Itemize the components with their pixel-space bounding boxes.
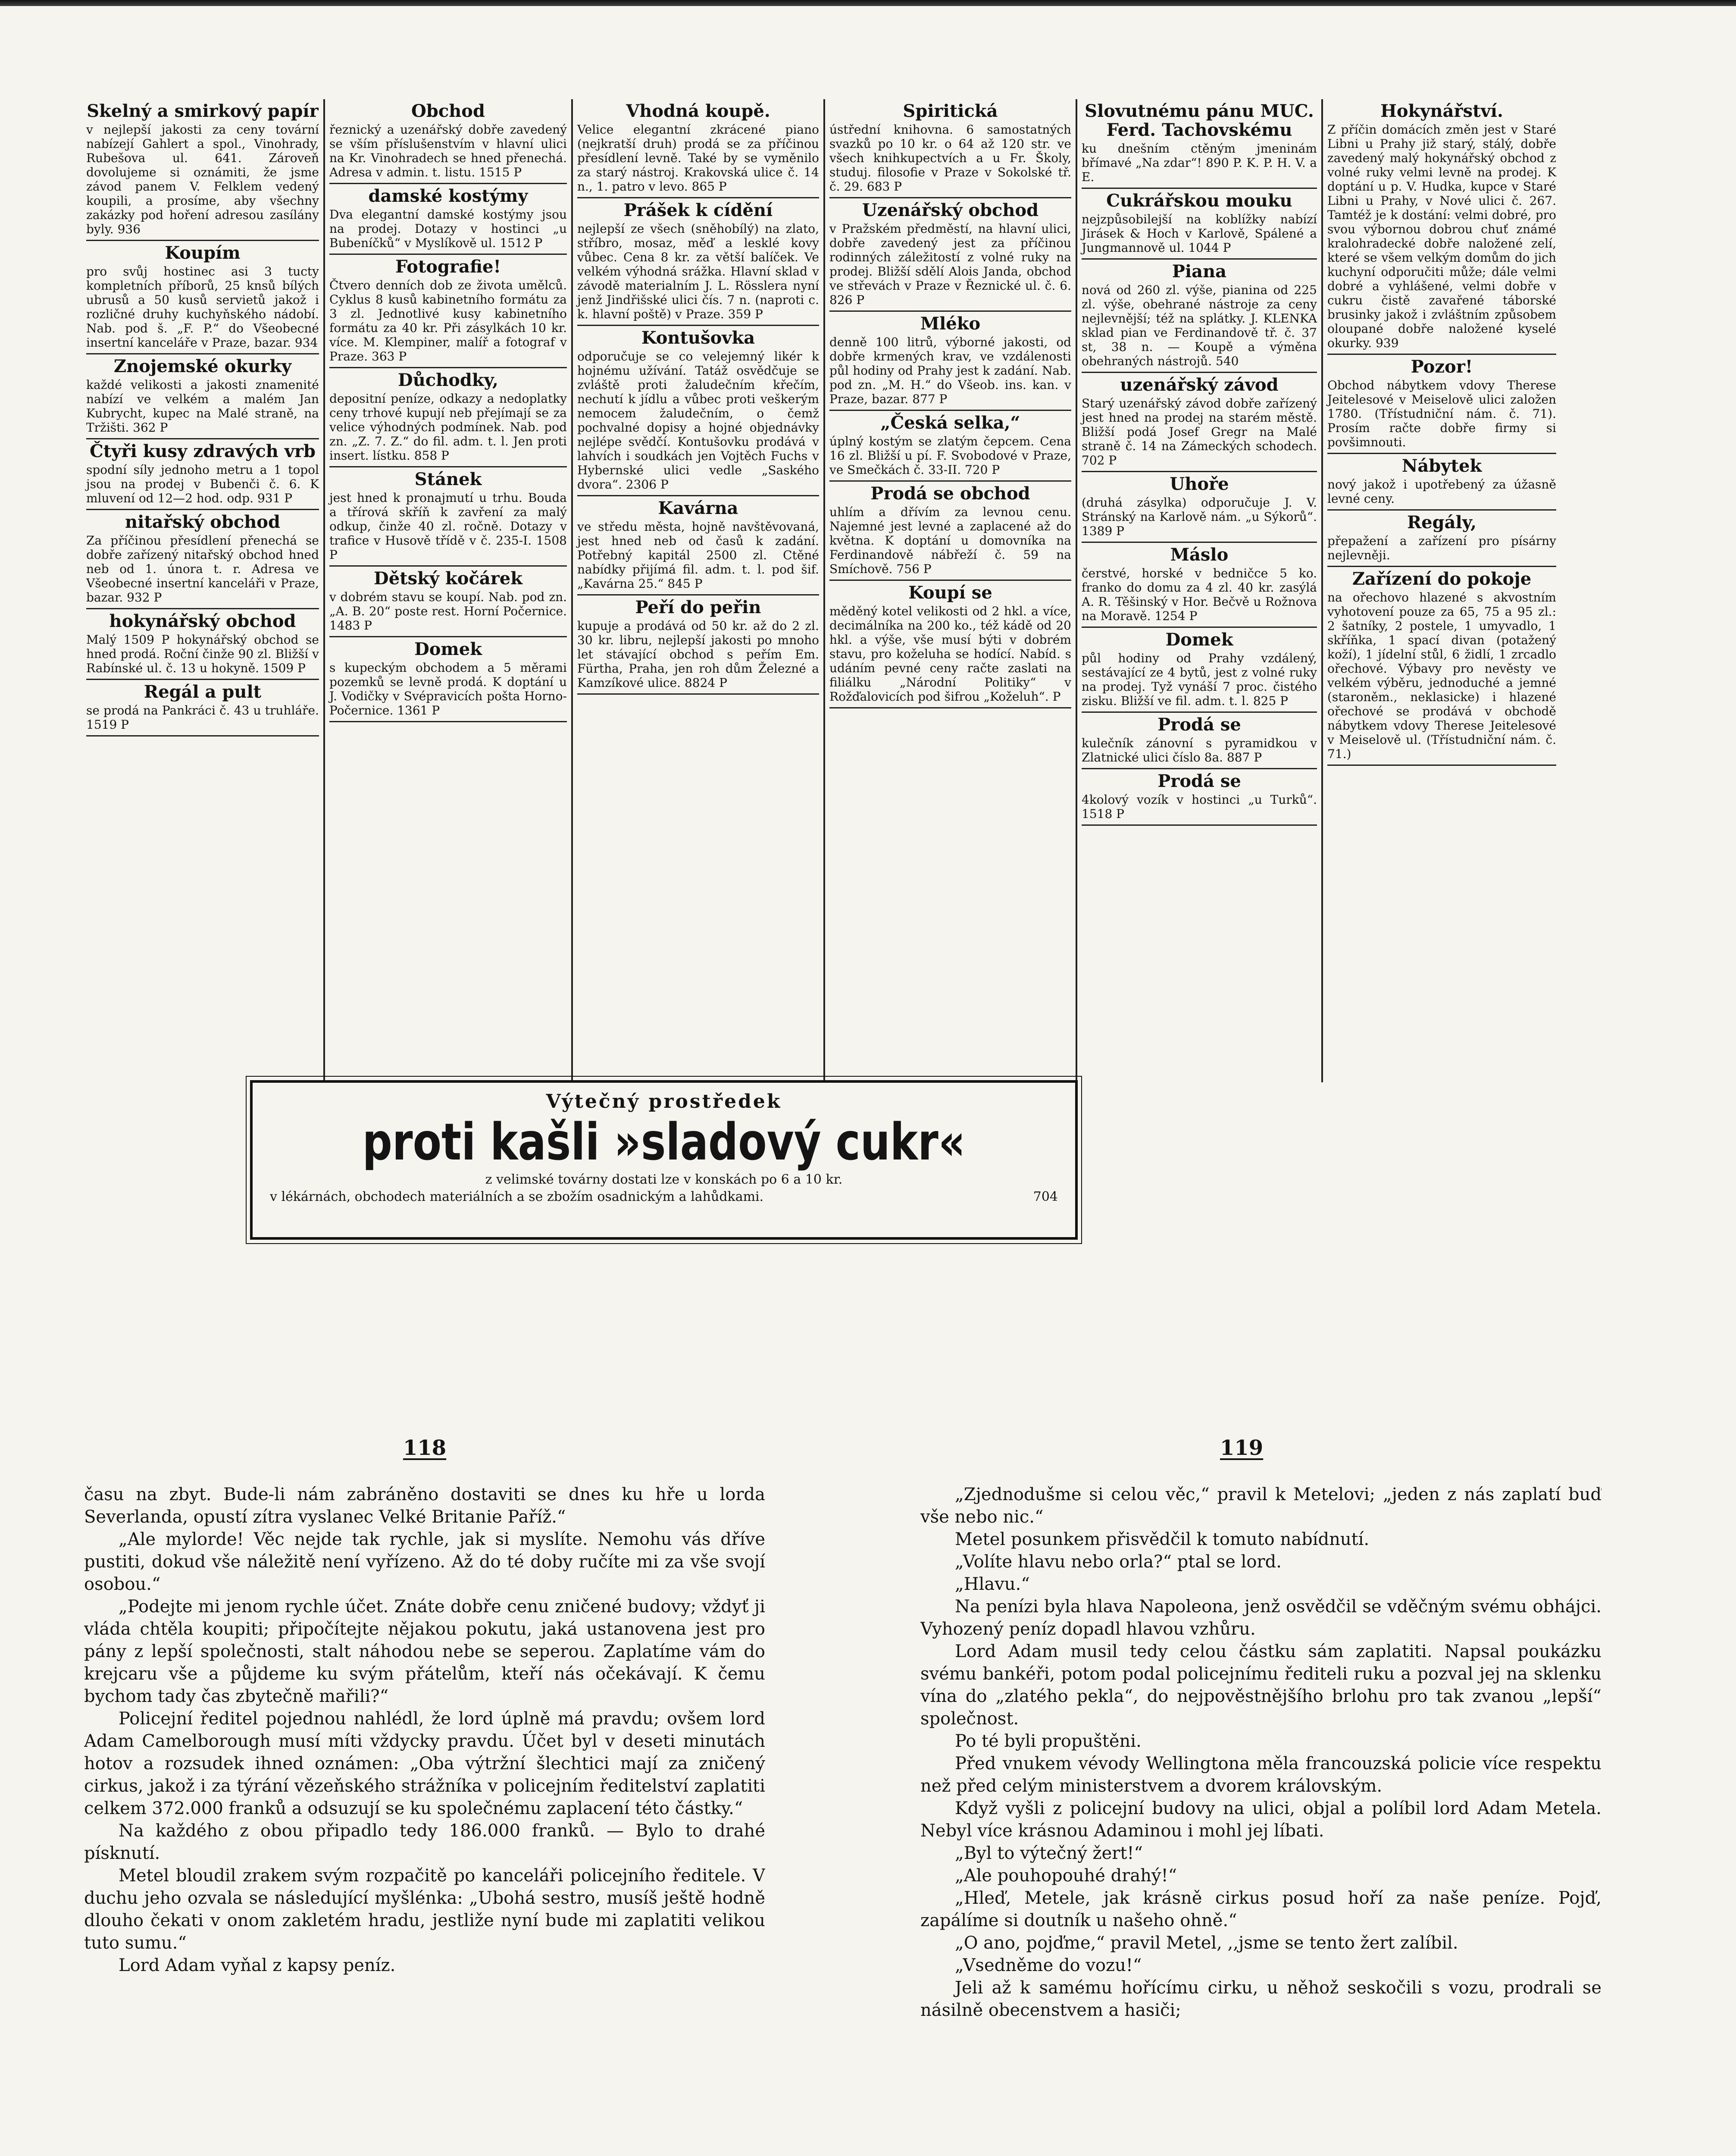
ad-heading: Vhodná koupě.	[626, 101, 770, 121]
ad-heading: Prodá se	[1157, 771, 1241, 791]
ad	[329, 637, 567, 722]
ad-heading: Uzenářský obchod	[862, 200, 1039, 220]
left-page-text	[84, 1483, 765, 2152]
ad	[329, 368, 567, 467]
paragraph: Po té byli propuštěni.	[955, 1731, 1142, 1751]
ad	[86, 510, 319, 609]
ad-heading: Fotografie!	[395, 257, 501, 277]
paragraph: „Hleď, Metele, jak krásně cirkus posud hoří za naše peníze. Pojď, zapálíme si doutník u našeho ohně.“	[920, 1888, 1601, 1930]
paragraph: Na každého z obou připadlo tedy 186.000 franků. — Bylo to drahé písknutí.	[84, 1821, 765, 1863]
ad-text: se prodá na Pankráci č. 43 u truhláře. 1519 P	[86, 703, 319, 732]
ad-text: Obchod nábytkem vdovy Therese Jeitelesové v Meiselově ulici založen 1780. (Třístudniční nám. č. 71). Prosím račte dobře firmy si povšimnouti.	[1327, 378, 1556, 449]
ad-heading: Cukrářskou mouku	[1106, 191, 1292, 211]
ad	[577, 326, 819, 496]
ad-heading: Domek	[1165, 630, 1233, 650]
ad	[829, 99, 1071, 198]
ad-text: Velice elegantní zkrácené piano (nejkratší druh) prodá se za příčinou přesídlení levně. Také by se vyměnilo za starý nástroj. Krakovská ulice č. 14 n., 1. patro v levo. 865 P	[577, 122, 819, 194]
ad	[1327, 355, 1556, 454]
ad	[1082, 472, 1317, 543]
page-number-right: 119	[1220, 1436, 1264, 1460]
ad	[577, 198, 819, 326]
ad-heading: Důchodky,	[398, 370, 498, 390]
ad	[329, 467, 567, 567]
paragraph: Metel bloudil zrakem svým rozpačitě po kanceláři policejního ředitele. V duchu jeho ozvala se následující myšlénka: „Ubohá sestro, musíš ještě hodně dlouho čekati v onom zakletém hradu, jestliže nyní bude mi zaplatiti velikou tuto sumu.“	[84, 1866, 765, 1953]
ad-heading: Skelný a smirkový papír	[87, 101, 319, 121]
ad	[1082, 189, 1317, 260]
ad	[86, 241, 319, 354]
ad-heading: Znojemské okurky	[113, 356, 292, 376]
paragraph: „Zjednodušme si celou věc,“ pravil k Metelovi; „jeden z nás zaplatí buď vše nebo nic.“	[920, 1485, 1601, 1527]
ad	[829, 198, 1071, 312]
ad-column-5	[1076, 99, 1321, 1082]
ad-text: spodní síly jednoho metru a 1 topol jsou na prodej v Bubenči č. 6. K mluvení od 12—2 hod. odp. 931 P	[86, 463, 319, 505]
ad-heading: Regál a pult	[144, 682, 262, 702]
ad-column-4	[823, 99, 1076, 1082]
ad-heading: Stánek	[414, 469, 482, 489]
ad-text: nový jakož i upotřebený za úžasně levné ceny.	[1327, 477, 1556, 506]
page-top-rule	[0, 0, 1736, 6]
ad-heading: Koupím	[165, 243, 241, 263]
ad-text: čerstvé, horské v bedničce 5 ko. franko do domu za 4 zl. 40 kr. zasýlá A. R. Těšinský v Hor. Bečvě u Rožnova na Moravě. 1254 P	[1082, 566, 1317, 623]
paragraph: „Hlavu.“	[955, 1574, 1030, 1594]
ad-text: jest hned k pronajmutí u trhu. Bouda a třírová skříň k zavření za malý odkup, činže 40 zl. ročně. Dotazy v trafice v Husově třídě v č. 235-I. 1508 P	[329, 491, 567, 562]
ad-text: úplný kostým se zlatým čepcem. Cena 16 zl. Bližší u pí. F. Svobodové v Praze, ve Smečkách č. 33-II. 720 P	[829, 434, 1071, 477]
ad-heading: Peří do peřin	[635, 597, 761, 617]
ad-heading: Pozor!	[1411, 357, 1473, 377]
ad-text: pro svůj hostinec asi 3 tucty kompletních příborů, 25 knsů bílých ubrusů a 50 kusů servietů jakož i rozličné druhy kuchyňského nádobí. Nab. pod š. „F. P.“ do Všeobecné insertní kanceláře v Praze, bazar. 934	[86, 264, 319, 350]
ad	[86, 354, 319, 439]
ad-text: v nejlepší jakosti za ceny tovární nabízejí Gahlert a spol., Vinohrady, Rubešova ul. 641. Zároveň dovolujeme si oznámiti, že jsme závod panem V. Felklem vedený koupili, a prosíme, aby všechny zakázky pod hoření adresou zasílány byly. 936	[86, 122, 319, 236]
ad-text: Malý 1509 P hokynářský obchod se hned prodá. Roční činže 90 zl. Bližší v Rabínské ul. č. 13 u hokyně. 1509 P	[86, 633, 319, 675]
ad-heading: Kontušovka	[641, 328, 755, 348]
ad-text: nejzpůsobilejší na koblížky nabízí Jirásek & Hoch v Karlově, Spálené a Jungmannově ul. 1044 P	[1082, 212, 1317, 255]
ad-heading: nitařský obchod	[125, 512, 280, 532]
ad	[1082, 260, 1317, 373]
ad	[1082, 99, 1317, 189]
ad	[1082, 769, 1317, 826]
ad	[1082, 713, 1317, 769]
paragraph: Jeli až k samému hořícímu cirku, u něhož seskočili s vozu, prodrali se násilně obecenstvem a hasiči;	[920, 1978, 1601, 2020]
ad-heading: Mléko	[920, 313, 981, 334]
ad	[1327, 567, 1556, 766]
ad-heading: Zařízení do pokoje	[1352, 569, 1532, 589]
ad	[1082, 373, 1317, 472]
ad-text: (druhá zásylka) odporučuje J. V. Stránský na Karlově nám. „u Sýkorů“. 1389 P	[1082, 495, 1317, 538]
ad-heading: Regály,	[1407, 512, 1477, 533]
ad-heading: Prodá se obchod	[870, 483, 1030, 504]
ad-text: měděný kotel velikosti od 2 hkl. a více, decimálníka na 200 ko., též kádě od 20 hkl. a výše, vše musí býti v dobrém stavu, pro koželuha se hodící. Nabíd. s udáním pevné ceny račte zaslati na filiálku „Národní Politiky“ v Rožďalovicích pod šifrou „Koželuh“. P	[829, 604, 1071, 704]
ad-footer-text: v lékárnách, obchodech materiálních a se zbožím osadnickým a lahůdkami.	[270, 1189, 764, 1204]
ad-heading: Čtyři kusy zdravých vrb	[89, 441, 316, 461]
paragraph: „Ale pouhopouhé drahý!“	[955, 1866, 1177, 1886]
ad	[829, 312, 1071, 411]
ad	[829, 411, 1071, 482]
ad-text: na ořechovo hlazené s akvostním vyhotovení pouze za 65, 75 a 95 zl.: 2 šatníky, 2 postele, 1 umyvadlo, 1 skříňka, 1 spací divan (potažený koží), 1 jídelní stůl, 6 židlí, 1 zrcadlo ořechové. Výbavy pro nevěsty ve velkém výběru, jednoduché a jemné (staroněm., neklasicke) i hlazené ořechové se prodává v obchodě nábytkem vdovy Therese Jeitelesové v Meiselově ul. (Třístudniční nám. č. 71.)	[1327, 590, 1556, 761]
paragraph: „Ale mylorde! Věc nejde tak rychle, jak si myslíte. Nemohu vás dříve pustiti, dokud vše náležitě není vyřízeno. Až do té doby ručíte mi za vše svojí osobou.“	[84, 1529, 765, 1594]
ad-text: nová od 260 zl. výše, pianina od 225 zl. výše, obehrané nástroje za ceny nejlevnější; též na splátky. J. KLENKA sklad pian ve Ferdinandově tř. č. 37 st, 38 n. — Koupě a výměna obehraných nástrojů. 540	[1082, 283, 1317, 368]
paragraph: Lord Adam musil tedy celou částku sám zaplatiti. Napsal poukázku svému bankéři, potom podal policejnímu řediteli ruku a pozval jej na sklenku vína do „zlatého pekla“, do nejpověstnějšího brlohu pro tak zvanou „lepší“ společnost.	[920, 1642, 1601, 1729]
ad-text: depositní peníze, odkazy a nedoplatky ceny trhové kupují neb přejímají se za velice výhodných podmínek. Nab. pod zn. „Z. 7. Z.“ do fil. adm. t. l. Jen proti insert. lístku. 858 P	[329, 392, 567, 463]
ad-text: 4kolový vozík v hostinci „u Turků“. 1518 P	[1082, 793, 1317, 821]
paragraph: „O ano, pojďme,“ pravil Metel, ,,jsme se tento žert zalíbil.	[955, 1933, 1458, 1953]
ad-heading: Slovutnému pánu MUC. Ferd. Tachovskému	[1085, 101, 1314, 140]
ad-code: 704	[1033, 1189, 1058, 1204]
ad	[1327, 454, 1556, 511]
right-page-text	[920, 1483, 1601, 2152]
ad	[329, 255, 567, 368]
ad	[86, 439, 319, 510]
ad	[829, 581, 1071, 708]
ad-column-3	[571, 99, 823, 1082]
ad-text: uhlím a dřívím za levnou cenu. Najemné jest levné a zaplacené až do května. K doptání u domovníka na Ferdinandově nábřeží č. 59 na Smíchově. 756 P	[829, 505, 1071, 576]
ad	[329, 99, 567, 184]
ad	[577, 496, 819, 595]
paragraph: „Vsedněme do vozu!“	[955, 1955, 1142, 1975]
ad-kicker: Výtečný prostředek	[546, 1091, 782, 1112]
ad	[1082, 543, 1317, 628]
ad-text: kulečník zánovní s pyramidkou v Zlatnické ulici číslo 8a. 887 P	[1082, 736, 1317, 765]
ad-text: v dobrém stavu se koupí. Nab. pod zn. „A. B. 20“ poste rest. Horní Počernice. 1483 P	[329, 590, 567, 633]
paragraph: Když vyšli z policejní budovy na ulici, objal a políbil lord Adam Metela. Nebyl více krásnou Adaminou i mohl jej líbati.	[920, 1799, 1601, 1841]
paragraph: Policejní ředitel pojednou nahlédl, že lord úplně má pravdu; ovšem lord Adam Camelborough musí míti vždycky pravdu. Účet byl v deseti minutách hotov a rozsudek ihned oznámen: „Oba výtržní šlechtici mají za zničený cirkus, jakož i za týrání vězeňského strážníka v policejním ředitelství zaplatiti celkem 372.000 franků a odsuzují se ku společnému zaplacení této částky.“	[84, 1709, 765, 1818]
ad-text: nejlepší ze všech (sněhobílý) na zlato, stříbro, mosaz, měď a lesklé kovy vůbec. Cena 8 kr. za větší balíček. Ve velkém výhodná srážka. Hlavní sklad v závodě materialním J. L. Rösslera nyní jenž Jindřišské ulici čís. 7 n. (naproti c. k. hlavní poště) v Praze. 359 P	[577, 222, 819, 321]
ad-heading: Prodá se	[1157, 714, 1241, 735]
ad-text: denně 100 litrů, výborné jakosti, od dobře krmených krav, ve vzdálenosti půl hodiny od Prahy jest k zadání. Nab. pod zn. „M. H.“ do Všeob. ins. kan. v Praze, bazar. 877 P	[829, 335, 1071, 406]
page-number-left: 118	[403, 1436, 447, 1460]
ad	[329, 567, 567, 637]
ad-text: Dva elegantní damské kostýmy jsou na prodej. Dotazy v hostinci „u Bubeníčků“ v Myslíkově ul. 1512 P	[329, 207, 567, 250]
ad	[86, 680, 319, 736]
ad-heading: Hokynářství.	[1380, 101, 1503, 121]
ad	[577, 595, 819, 695]
ad	[329, 184, 567, 255]
paragraph: „Volíte hlavu nebo orla?“ ptal se lord.	[955, 1552, 1282, 1572]
ad-text: Čtvero denních dob ze života umělců. Cyklus 8 kusů kabinetního formátu za 3 zl. Jednotlivé kusy kabinetního formátu za 40 kr. Při zásylkách 10 kr. více. M. Klempiner, malíř a fotograf v Praze. 363 P	[329, 278, 567, 364]
classified-ads-grid	[82, 99, 1561, 1082]
ad-text: v Pražském předměstí, na hlavní ulici, dobře zavedený jest za příčinou rodinných záležitostí z volné ruky na prodej. Bližší sdělí Alois Janda, obchod ve střevách v Praze v Řeznické ul. č. 6. 826 P	[829, 222, 1071, 307]
ad-text: Z příčin domácích změn jest v Staré Libni u Prahy již starý, stálý, dobře zavedený malý hokynářský obchod z volné ruky velmi levně na prodej. K doptání u p. V. Hudka, kupce v Staré Libni u Prahy, v Nové ulici č. 267. Tamtéž je k dostání: velmi dobré, pro svou výbornou dobrou chuť známé kralohradecké dobře naložené zelí, které se všem velkým domům do jich kuchyní odporučiti může; dále velmi dobré a vyhlášené, velmi dobře v cukru čistě zavařené táborské brusinky jakož i zvláštním způsobem oloupané dobře naložené kyselé okurky. 939	[1327, 122, 1556, 350]
ad-heading: Máslo	[1170, 545, 1229, 565]
ad-heading: damské kostýmy	[368, 186, 528, 206]
ad-heading: Prášek k cídění	[623, 200, 773, 220]
ad	[829, 482, 1071, 581]
ad-heading: Nábytek	[1401, 456, 1482, 476]
ad-text: s kupeckým obchodem a 5 měrami pozemků se levně prodá. K doptání u J. Vodičky v Svépravicích pošta Horno-Počernice. 1361 P	[329, 661, 567, 718]
cough-remedy-advertisement	[250, 1080, 1078, 1240]
ad-headline: proti kašli »sladový cukr«	[362, 1112, 966, 1172]
ad-subline: z velimské továrny dostati lze v konskách po 6 a 10 kr.	[485, 1172, 843, 1187]
ad-column-6	[1321, 99, 1561, 1082]
ad-heading: Obchod	[411, 101, 485, 121]
ad-heading: Domek	[414, 639, 482, 659]
ad	[1327, 99, 1556, 355]
ad-heading: Spiritická	[903, 101, 998, 121]
ad-text: ve středu města, hojně navštěvovaná, jest hned neb od časů k zadání. Potřebný kapitál 2500 zl. Ctěné nabídky přijímá fil. adm. t. l. pod šif. „Kavárna 25.“ 845 P	[577, 520, 819, 591]
ad-footer	[270, 1188, 1058, 1206]
ad-text: odporučuje se co velejemný likér k hojnému užívání. Tatáž osvědčuje se zvláště proti žaludečním křečím, nechutí k jídlu a vůbec proti veškerým nemocem žaludečním, o čemž pochvalné dopisy a hojné objednávky nejlépe svědčí. Kontušovku prodává v lahvích i soudkách jen Vojtěch Fuchs v Hybernské ulici vedle „Saského dvora“. 2306 P	[577, 349, 819, 492]
ad-heading: Koupí se	[908, 583, 992, 603]
ad-text: Starý uzenářský závod dobře zařízený jest hned na prodej na starém městě. Bližší podá Josef Gregr na Malé straně č. 14 na Zámeckých schodech. 702 P	[1082, 396, 1317, 467]
ad-text: řeznický a uzenářský dobře zavedený se vším příslušenstvím v hlavní ulici na Kr. Vinohradech se hned přenechá. Adresa v admin. t. listu. 1515 P	[329, 122, 567, 179]
paragraph: „Podejte mi jenom rychle účet. Znáte dobře cenu zničené budovy; vždyť ji vláda chtěla koupiti; připočítejte nějakou pokutu, jaká ustanovena jest pro pány z lepší společnosti, stalt náhodou nebe se seperou. Zaplatíme vám do krejcaru vše a půjdeme ku svým přátelům, kteří nás očekávají. K čemu bychom tady čas zbytečně mařili?“	[84, 1597, 765, 1706]
paragraph: „Byl to výtečný žert!“	[955, 1843, 1143, 1863]
ad-text: každé velikosti a jakosti znamenité nabízí ve velkém a malém Jan Kubrycht, kupec na Malé straně, na Tržišti. 362 P	[86, 378, 319, 435]
ad	[577, 99, 819, 198]
ad	[86, 609, 319, 680]
ad	[1327, 511, 1556, 567]
ad-heading: Uhoře	[1170, 474, 1229, 494]
ad-heading: hokynářský obchod	[109, 611, 296, 631]
ad-heading: Kavárna	[658, 498, 738, 518]
ad-text: kupuje a prodává od 50 kr. až do 2 zl. 30 kr. libru, nejlepší jakosti po mnoho let stávající obchod s peřím Em. Fürtha, Praha, jen roh dům Železné a Kamzíkové ulice. 8824 P	[577, 619, 819, 690]
ad-heading: uzenářský závod	[1120, 375, 1279, 395]
paragraph: Metel posunkem přisvědčil k tomuto nabídnutí.	[955, 1529, 1370, 1549]
ad-text: Za příčinou přesídlení přenechá se dobře zařízený nitařský obchod hned neb od 1. února t. r. Adresa ve Všeobecné insertní kanceláři v Praze, bazar. 932 P	[86, 533, 319, 605]
paragraph: Před vnukem vévody Wellingtona měla francouzská policie více respektu než před celým ministerstvem a dvorem královským.	[920, 1754, 1601, 1796]
ad-text: ústřední knihovna. 6 samostatných svazků po 10 kr. o 64 až 120 str. ve všech knihkupectvích a u Fr. Školy, studuj. filosofie v Praze v Sokolské tř. č. 29. 683 P	[829, 122, 1071, 194]
ad-text: půl hodiny od Prahy vzdálený, sestávající ze 4 bytů, jest z volné ruky na prodej. Tyž vynáší 7 proc. čistého zisku. Bližší ve fil. adm. t. l. 825 P	[1082, 651, 1317, 708]
ad-heading: Piana	[1172, 261, 1227, 282]
paragraph: času na zbyt. Bude-li nám zabráněno dostaviti se dnes ku hře u lorda Severlanda, opustí zítra vyslanec Velké Britanie Paříž.“	[84, 1485, 765, 1527]
paragraph: Lord Adam vyňal z kapsy peníz.	[119, 1955, 396, 1975]
ad-column-1	[82, 99, 323, 1082]
ad-column-2	[323, 99, 571, 1082]
ad-text: přepažení a zařízení pro písárny nejlevněji.	[1327, 534, 1556, 562]
paragraph: Na penízi byla hlava Napoleona, jenž osvědčil se vděčným svému obhájci. Vyhozený peníz dopadl hlavou vzhůru.	[920, 1597, 1601, 1639]
ad-heading: „Česká selka,“	[880, 413, 1020, 433]
ad-heading: Dětský kočárek	[374, 568, 522, 589]
ad	[86, 99, 319, 241]
ad	[1082, 628, 1317, 713]
ad-text: ku dnešním ctěným jmeninám břímavé „Na zdar“! 890 P. K. P. H. V. a E.	[1082, 141, 1317, 184]
